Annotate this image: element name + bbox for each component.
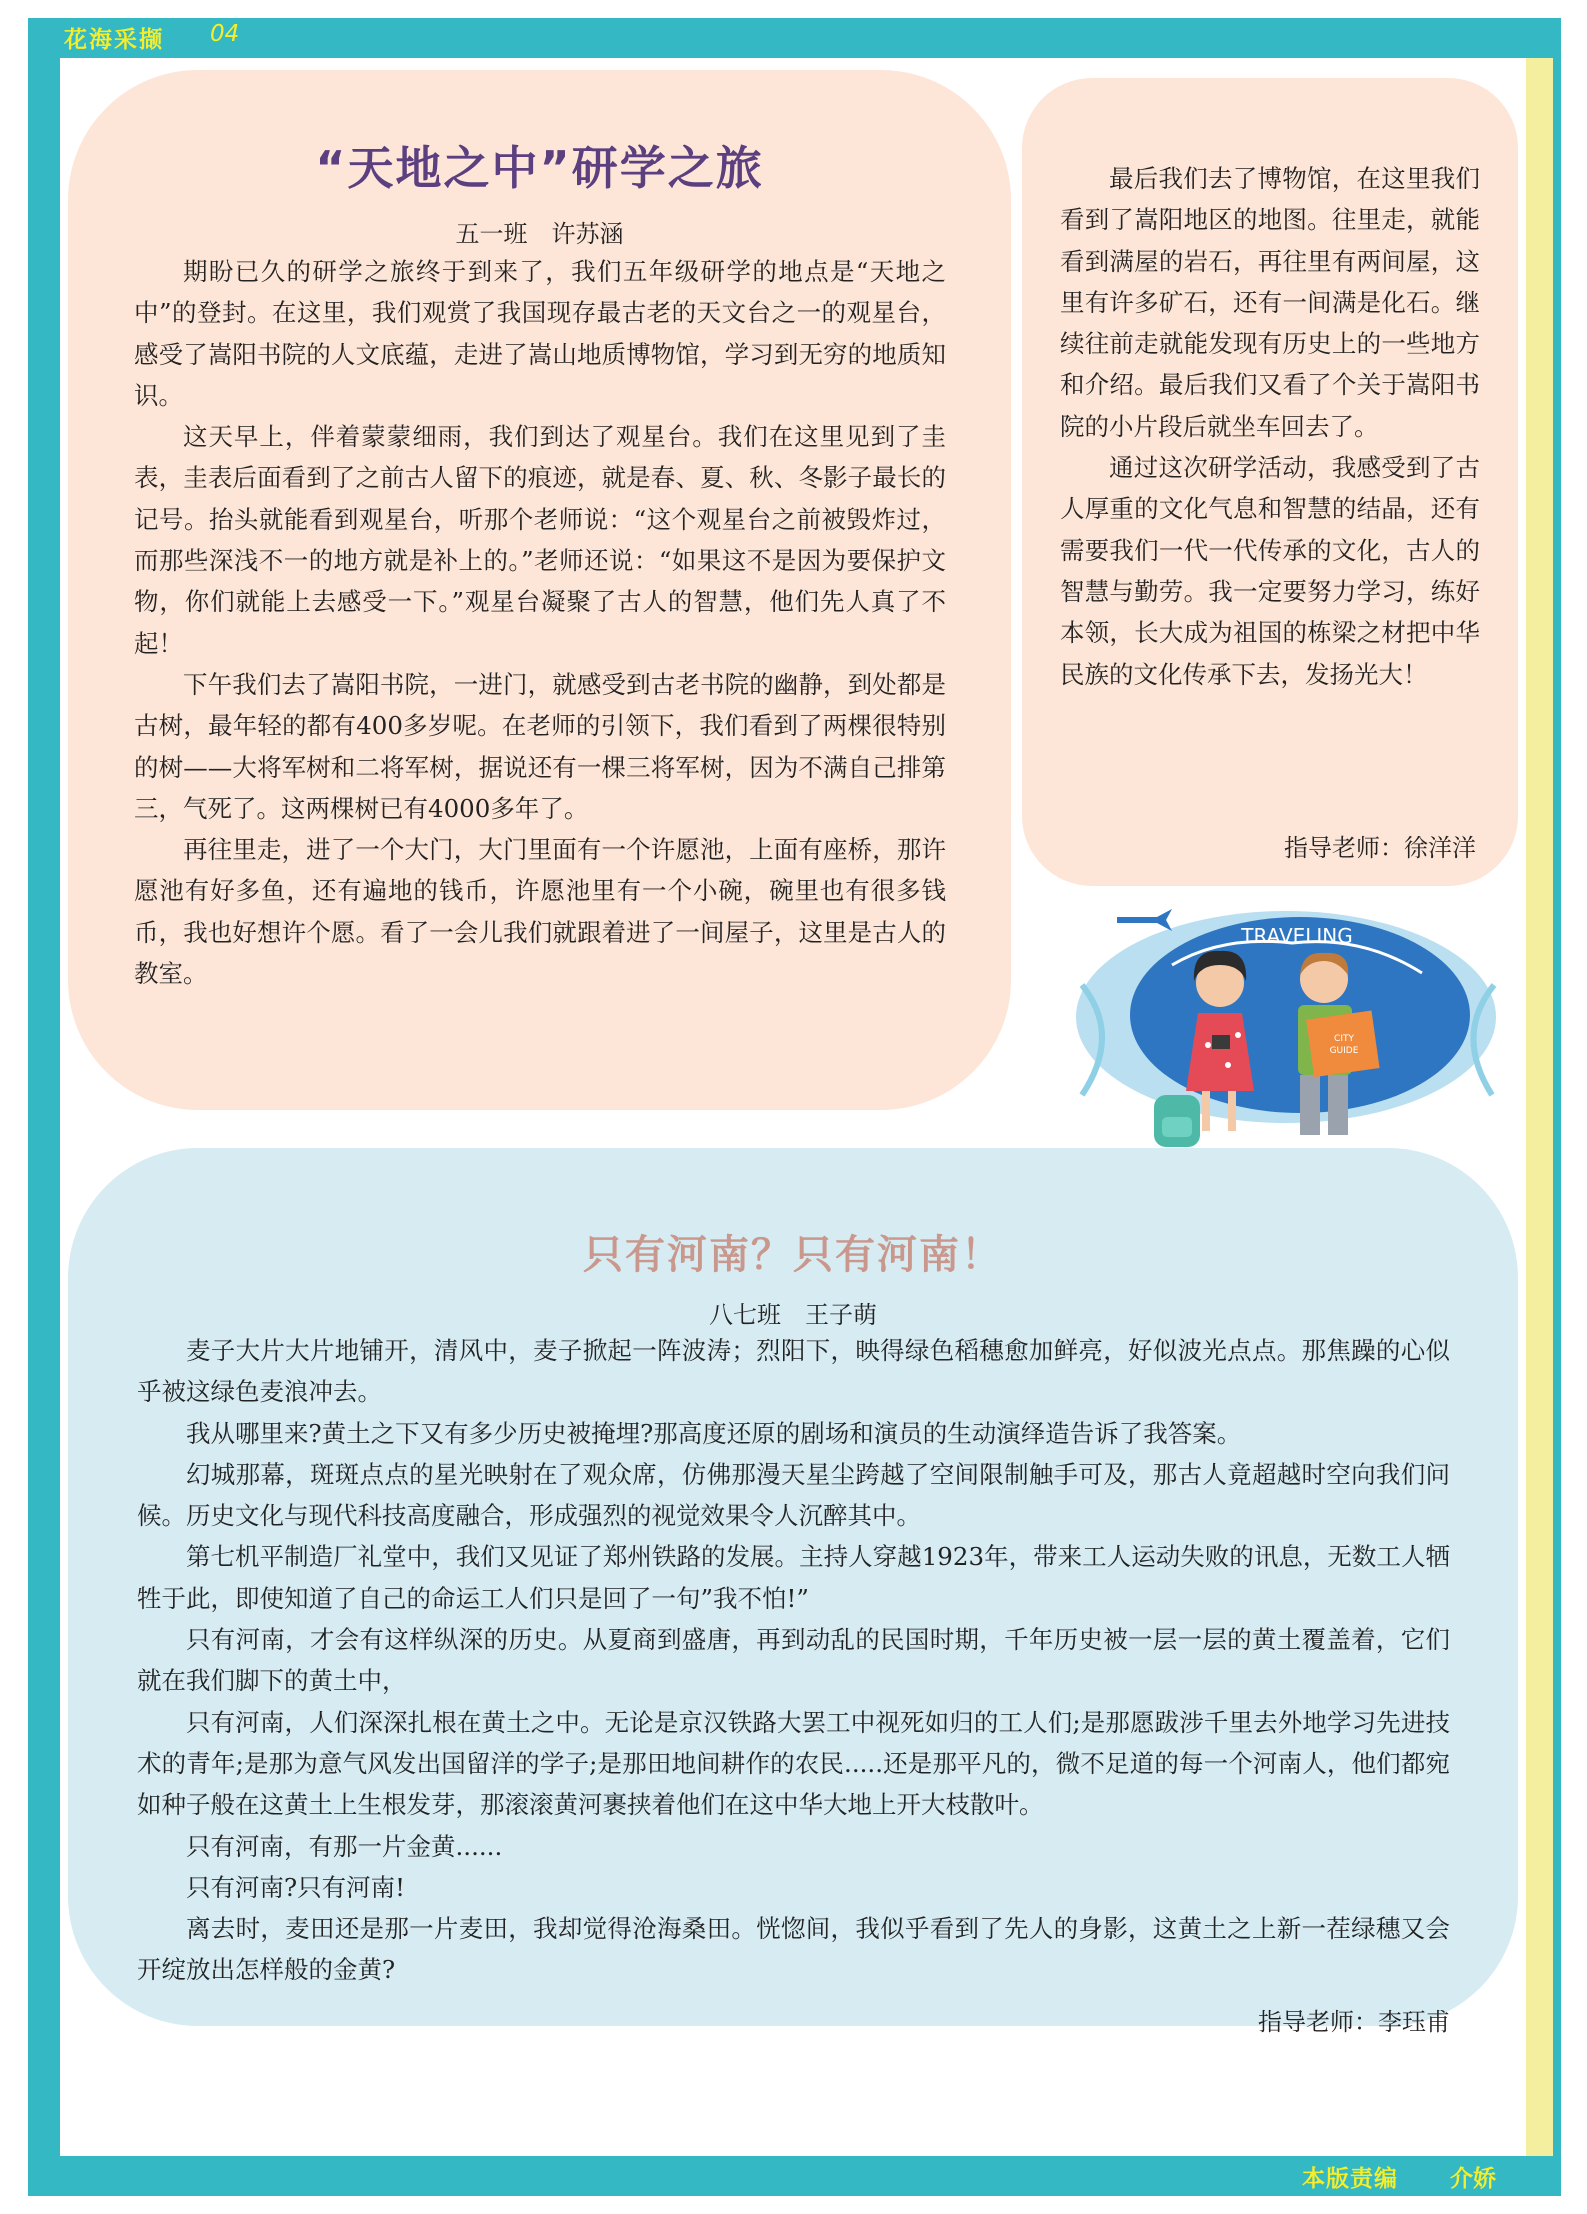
article2-byline: 八七班 王子萌 — [709, 1301, 877, 1329]
paragraph: 只有河南，人们深深扎根在黄土之中。无论是京汉铁路大罢工中视死如归的工人们;是那愿跋涉千里去外地学习先进技术的青年;是那为意气风发出国留洋的学子;是那田地间耕作的农民.....还是那平凡的，微不足道的每一个河南人，他们都宛如种子般在这黄土上生根发芽，那滚滚黄河裹挟着他们在这中华大地上开大枝散叶。 — [137, 1707, 1450, 1820]
airplane-icon — [1117, 909, 1172, 931]
paragraph: 只有河南?只有河南! — [186, 1872, 405, 1902]
banner-text: TRAVELING — [1241, 924, 1353, 948]
book-text-city: CITY — [1334, 1034, 1354, 1044]
top-frame-bar — [28, 18, 1561, 58]
editor-name: 介娇 — [1450, 2166, 1496, 2192]
paragraph: 幻城那幕，斑斑点点的星光映射在了观众席，仿佛那漫天星尘跨越了空间限制触手可及，那古人竟超越时空向我们问候。历史文化与现代科技高度融合，形成强烈的视觉效果令人沉醉其中。 — [137, 1459, 1450, 1531]
paragraph: 通过这次研学活动，我感受到了古人厚重的文化气息和智慧的结晶，还有需要我们一代一代传承的文化，古人的智慧与勤劳。我一定要努力学习，练好本领，长大成为祖国的栋梁之材把中华民族的文化传承下去，发扬光大！ — [1060, 453, 1480, 689]
paragraph: 再往里走，进了一个大门，大门里面有一个许愿池，上面有座桥，那许愿池有好多鱼，还有遍地的钱币，许愿池里有一个小碗，碗里也有很多钱币，我也好想许个愿。看了一会儿我们就跟着进了一间屋子，这里是古人的教室。 — [134, 835, 946, 989]
editor-label: 本版责编 — [1302, 2166, 1398, 2192]
book-text-guide: GUIDE — [1329, 1046, 1359, 1056]
paragraph: 离去时，麦田还是那一片麦田，我却觉得沧海桑田。恍惚间，我似乎看到了先人的身影，这黄土之上新一茬绿穗又会开绽放出怎样般的金黄? — [137, 1914, 1450, 1985]
paragraph: 下午我们去了嵩阳书院，一进门，就感受到古老书院的幽静，到处都是古树，最年轻的都有400多岁呢。在老师的引领下，我们看到了两棵很特别的树——大将军树和二将军树，据说还有一棵三将军树，因为不满自己排第三，气死了。这两棵树已有4000多年了。 — [134, 669, 946, 823]
article1-body-right — [1060, 158, 1480, 695]
left-frame-bar — [28, 18, 60, 2196]
globe-icon — [1076, 911, 1496, 1123]
right-frame-edge — [1553, 18, 1561, 2158]
paragraph: 最后我们去了博物馆，在这里我们看到了嵩阳地区的地图。往里走，就能看到满屋的岩石，再往里有两间屋，这里有许多矿石，还有一间满是化石。继续往前走就能发现有历史上的一些地方和介绍。最后我们又看了个关于嵩阳书院的小片段后就坐车回去了。 — [1060, 164, 1480, 441]
page-number: 04 — [210, 21, 240, 47]
article1-body-left — [134, 251, 946, 994]
traveling-illustration — [1062, 895, 1510, 1157]
paragraph: 只有河南，才会有这样纵深的历史。从夏商到盛唐，再到动乱的民国时期，千年历史被一层一层的黄土覆盖着，它们就在我们脚下的黄土中， — [137, 1625, 1450, 1696]
paragraph: 麦子大片大片地铺开，清风中，麦子掀起一阵波涛；烈阳下，映得绿色稻穗愈加鲜亮，好似波光点点。那焦躁的心似乎被这绿色麦浪冲去。 — [137, 1336, 1450, 1407]
section-title: 花海采撷 — [64, 27, 164, 53]
article2-teacher: 指导老师：李珏甫 — [1258, 2008, 1450, 2036]
paragraph: 只有河南，有那一片金黄...... — [186, 1831, 503, 1861]
article1-title: “天地之中”研学之旅 — [315, 141, 764, 195]
paragraph: 这天早上，伴着蒙蒙细雨，我们到达了观星台。我们在这里见到了圭表，圭表后面看到了之前古人留下的痕迹，就是春、夏、秋、冬影子最长的记号。抬头就能看到观星台，听那个老师说：“这个观星台之前被毁炸过，而那些深浅不一的地方就是补上的。”老师还说：“如果这不是因为要保护文物，你们就能上去感受一下。”观星台凝聚了古人的智慧，他们先人真了不起！ — [134, 422, 946, 658]
backpack-icon — [1154, 1095, 1200, 1147]
article1-byline: 五一班 许苏涵 — [455, 220, 624, 248]
paragraph: 期盼已久的研学之旅终于到来了，我们五年级研学的地点是“天地之中”的登封。在这里，我们观赏了我国现存最古老的天文台之一的观星台，感受了嵩阳书院的人文底蕴，走进了嵩山地质博物馆，学习到无穷的地质知识。 — [134, 257, 946, 410]
article2-body — [137, 1330, 1450, 1991]
paragraph: 我从哪里来?黄土之下又有多少历史被掩埋?那高度还原的剧场和演员的生动演绎造告诉了我答案。 — [186, 1418, 1242, 1448]
paragraph: 第七机平制造厂礼堂中，我们又见证了郑州铁路的发展。主持人穿越1923年，带来工人运动失败的讯息，无数工人牺牲于此，即使知道了自己的命运工人们只是回了一句”我不怕!” — [137, 1542, 1450, 1613]
article2-title: 只有河南？只有河南！ — [583, 1232, 1003, 1278]
article1-teacher: 指导老师：徐洋洋 — [1284, 834, 1476, 862]
